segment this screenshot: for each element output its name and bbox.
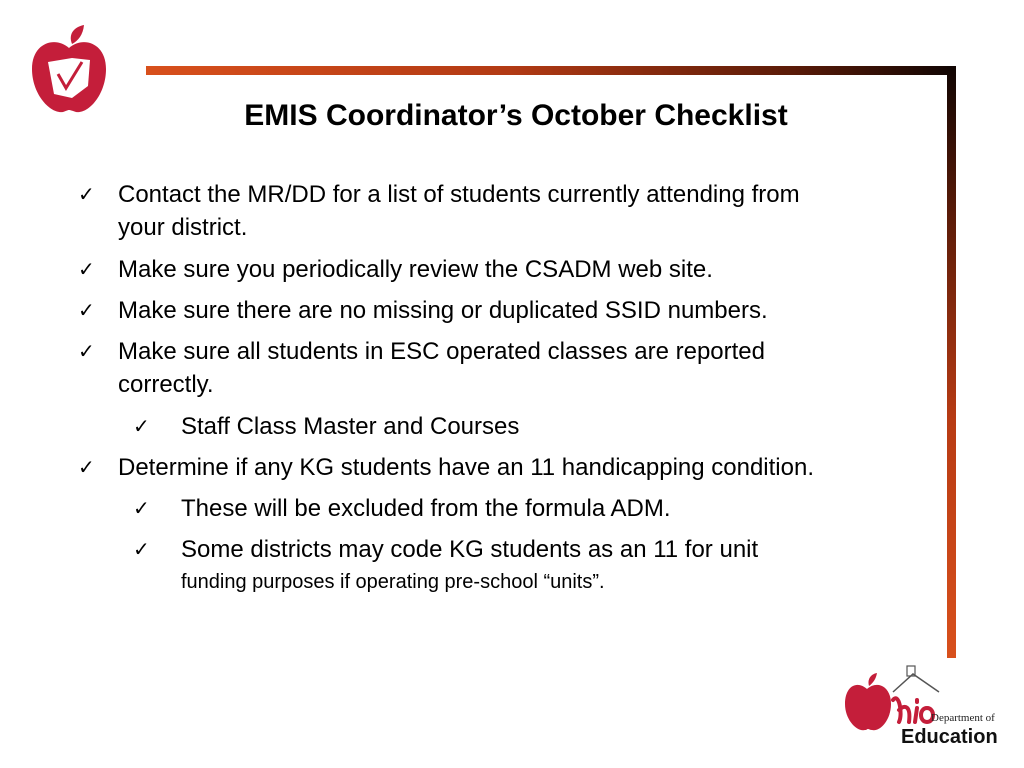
bullet-text-line: correctly.: [118, 371, 214, 398]
checkmark-icon: ✓: [78, 339, 95, 363]
checkmark-icon: ✓: [133, 537, 150, 561]
slide-title: EMIS Coordinator’s October Checklist: [244, 99, 788, 132]
frame-top-bar: [146, 66, 955, 75]
bullet-text-line: Make sure all students in ESC operated classes are reported: [118, 338, 766, 365]
bullet-item: [78, 178, 800, 244]
bullet-item: [78, 294, 768, 327]
frame-right-bar: [947, 66, 956, 658]
bullet-text-line: Some districts may code KG students as an 11 for unit: [181, 536, 759, 563]
checkmark-icon: ✓: [78, 257, 95, 281]
logo-education-text: Education: [901, 726, 998, 748]
bullet-text-line: Make sure there are no missing or duplicated SSID numbers.: [118, 297, 768, 324]
bullet-text-line: Contact the MR/DD for a list of students currently attending from: [118, 181, 800, 208]
sub-bullet-item: [133, 410, 520, 443]
sub-bullet-item: [133, 533, 759, 599]
sub-bullet-item: [133, 492, 671, 525]
checkmark-icon: ✓: [78, 298, 95, 322]
ohio-department-of-education-logo: [843, 662, 1003, 748]
checkmark-icon: ✓: [133, 496, 150, 520]
bullet-item: [78, 451, 814, 484]
checkmark-icon: ✓: [133, 414, 150, 438]
bullet-text-line: your district.: [118, 214, 248, 241]
bullet-text-line: Make sure you periodically review the CSADM web site.: [118, 256, 713, 283]
bullet-item: [78, 335, 766, 401]
logo-department-text: Department of: [931, 712, 995, 724]
bullet-text-line: funding purposes if operating pre-school “units”.: [181, 571, 605, 593]
bullet-text-line: Determine if any KG students have an 11 handicapping condition.: [118, 454, 814, 481]
bullet-text-line: These will be excluded from the formula ADM.: [181, 495, 671, 522]
apple-check-logo-icon: [28, 24, 110, 116]
bullet-text-line: Staff Class Master and Courses: [181, 413, 520, 440]
bullet-item: [78, 253, 713, 286]
checkmark-icon: ✓: [78, 455, 95, 479]
checkmark-icon: ✓: [78, 182, 95, 206]
